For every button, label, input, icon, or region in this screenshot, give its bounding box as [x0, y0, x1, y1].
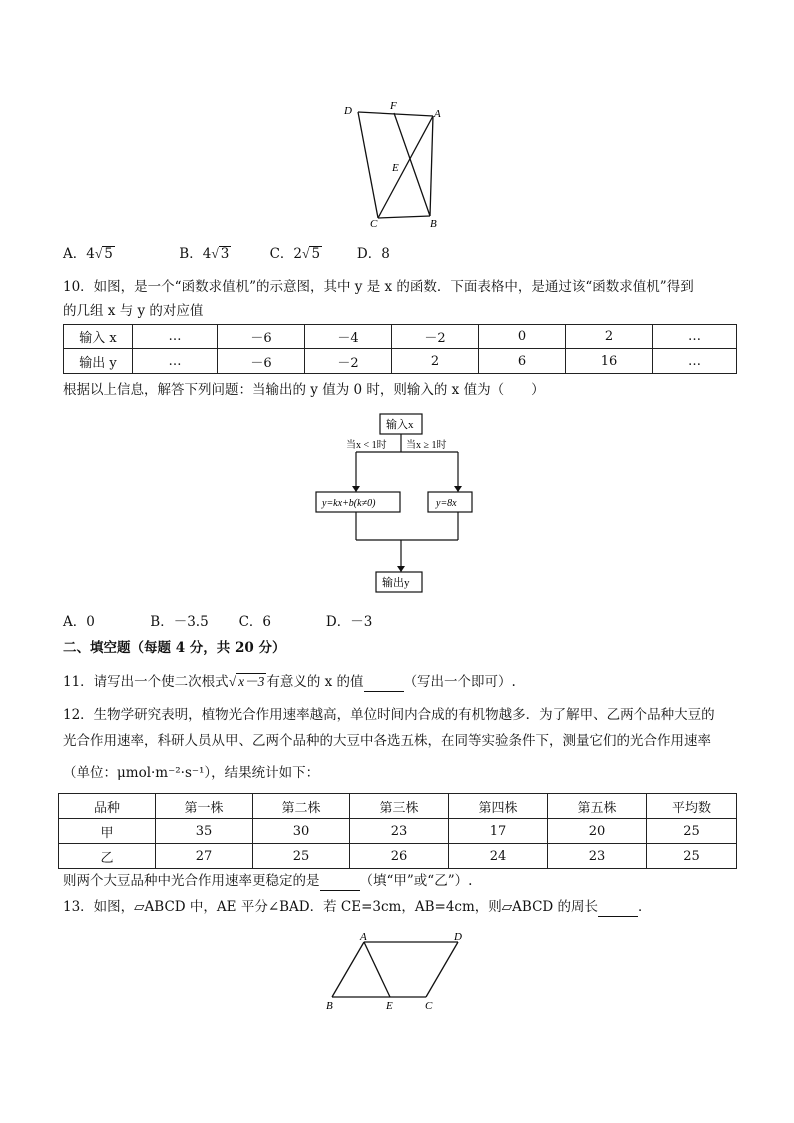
- table-cell: 乙: [59, 844, 156, 869]
- table-cell: 30: [253, 819, 350, 844]
- q11-text-post: 有意义的 x 的值: [266, 674, 364, 690]
- figure-q9-quadrilateral: [330, 96, 460, 234]
- q10-option-a: A．0: [63, 614, 95, 630]
- table-header-cell: 品种: [59, 794, 156, 819]
- section-title: 二、填空题（每题 4 分，共 20 分）: [63, 640, 286, 656]
- q9-options: [63, 244, 390, 264]
- table-header-cell: 平均数: [647, 794, 737, 819]
- q10-stem-line2: 的几组 x 与 y 的对应值: [63, 303, 204, 319]
- q12-conclusion-pre: 则两个大豆品种中光合作用速率更稳定的是: [63, 873, 320, 889]
- q12-conclusion-post: （填“甲”或“乙”）.: [359, 873, 473, 889]
- table-cell: 2: [392, 349, 479, 374]
- answer-blank[interactable]: [364, 677, 404, 692]
- q12-stem-line2: 光合作用速率，科研人员从甲、乙两个品种的大豆中各选五株，在同等实验条件下，测量它们的光合作用速率: [63, 733, 711, 749]
- table-header-cell: 第五株: [548, 794, 647, 819]
- table-cell: －2: [305, 349, 392, 374]
- q12-stem-line3: （单位：μmol·m⁻²·s⁻¹），结果统计如下：: [63, 765, 320, 781]
- q9-option-d: D．8: [356, 246, 390, 262]
- table-row-input: [64, 325, 737, 349]
- table-header-cell: 第四株: [449, 794, 548, 819]
- q10-option-d: D．－3: [325, 614, 373, 630]
- table-cell: 27: [156, 844, 253, 869]
- vertex-label-f: F: [390, 100, 397, 112]
- table-cell: 25: [647, 844, 737, 869]
- figure-q13-parallelogram: [318, 930, 478, 1020]
- table-cell: 17: [449, 819, 548, 844]
- table-cell: 16: [566, 349, 653, 374]
- vertex-label-e: E: [392, 162, 399, 174]
- q9-option-a: A．4√ 5: [63, 246, 113, 262]
- table-cell: －6: [218, 325, 305, 349]
- table-cell: …: [653, 349, 737, 374]
- vertex-label-d: D: [454, 931, 462, 943]
- table-header-cell: 第二株: [253, 794, 350, 819]
- table-cell: 0: [479, 325, 566, 349]
- q11-text-tail: （写出一个即可）.: [403, 674, 516, 690]
- q10-option-b: B．－3.5: [150, 614, 209, 630]
- flow-left-formula: y=kx+b(k≠0): [322, 498, 376, 509]
- vertex-label-b: B: [430, 218, 437, 230]
- table-cell: －4: [305, 325, 392, 349]
- table-cell: 23: [548, 844, 647, 869]
- table-cell: 2: [566, 325, 653, 349]
- q13-text-pre: 13．如图，▱ABCD 中，AE 平分∠BAD．若 CE=3cm，AB=4cm，则▱ABCD 的周长: [63, 899, 599, 915]
- flow-left-condition: 当x < 1时: [346, 440, 387, 451]
- q10-value-table: [63, 324, 737, 374]
- vertex-label-e: E: [386, 1000, 393, 1012]
- q11-stem: 11．请写出一个使二次根式√ x－3 有意义的 x 的值 （写出一个即可）.: [63, 674, 516, 690]
- q11-text-pre: 11．请写出一个使二次根式: [63, 674, 229, 690]
- table-row: [59, 844, 737, 869]
- table-cell: 25: [253, 844, 350, 869]
- answer-blank[interactable]: [320, 876, 360, 891]
- table-header-cell: 第一株: [156, 794, 253, 819]
- table-header-cell: 第三株: [350, 794, 449, 819]
- table-cell: －6: [218, 349, 305, 374]
- table-row-output: [64, 349, 737, 374]
- table-cell: 24: [449, 844, 548, 869]
- vertex-label-c: C: [425, 1000, 433, 1012]
- q9-option-b: B．4√ 3: [179, 246, 230, 262]
- q13-stem: [63, 897, 652, 917]
- table-header-row: [59, 794, 737, 819]
- flow-output-label: 输出y: [382, 577, 410, 589]
- q12-conclusion: [63, 871, 472, 891]
- table-cell: －2: [392, 325, 479, 349]
- vertex-label-a: A: [434, 108, 441, 120]
- vertex-label-d: D: [344, 105, 352, 117]
- table-cell: 35: [156, 819, 253, 844]
- q12-stem-line1: 12．生物学研究表明，植物光合作用速率越高，单位时间内合成的有机物越多．为了解甲、乙两个品种大豆的: [63, 707, 715, 723]
- vertex-label-b: B: [326, 1000, 333, 1012]
- vertex-label-c: C: [370, 218, 378, 230]
- table-cell: 6: [479, 349, 566, 374]
- table-row: [59, 819, 737, 844]
- table-cell: 输入 x: [64, 325, 133, 349]
- flow-right-condition: 当x ≥ 1时: [406, 440, 447, 451]
- table-cell: 23: [350, 819, 449, 844]
- table-cell: 输出 y: [64, 349, 133, 374]
- q10-options: [63, 612, 372, 632]
- flow-input-label: 输入x: [386, 419, 414, 431]
- q11-radicand: x－3: [238, 674, 265, 689]
- table-cell: 25: [647, 819, 737, 844]
- flow-right-formula: y=8x: [436, 498, 457, 509]
- q10-flowchart: [312, 412, 488, 596]
- table-cell: 26: [350, 844, 449, 869]
- q13-text-post: ．: [638, 899, 652, 915]
- q10-question: 根据以上信息，解答下列问题：当输出的 y 值为 0 时，则输入的 x 值为（ ）: [63, 382, 545, 398]
- answer-blank[interactable]: [598, 902, 638, 917]
- table-cell: …: [133, 325, 218, 349]
- q10-option-c: C．6: [238, 614, 272, 630]
- q10-stem-line1: 10．如图，是一个“函数求值机”的示意图，其中 y 是 x 的函数．下面表格中，是通过该“函数求值机”得到: [63, 279, 694, 295]
- q9-option-c: C．2√ 5: [269, 246, 321, 262]
- vertex-label-a: A: [360, 931, 367, 943]
- table-cell: 20: [548, 819, 647, 844]
- table-cell: 甲: [59, 819, 156, 844]
- table-cell: …: [133, 349, 218, 374]
- q12-data-table: [58, 793, 737, 869]
- table-cell: …: [653, 325, 737, 349]
